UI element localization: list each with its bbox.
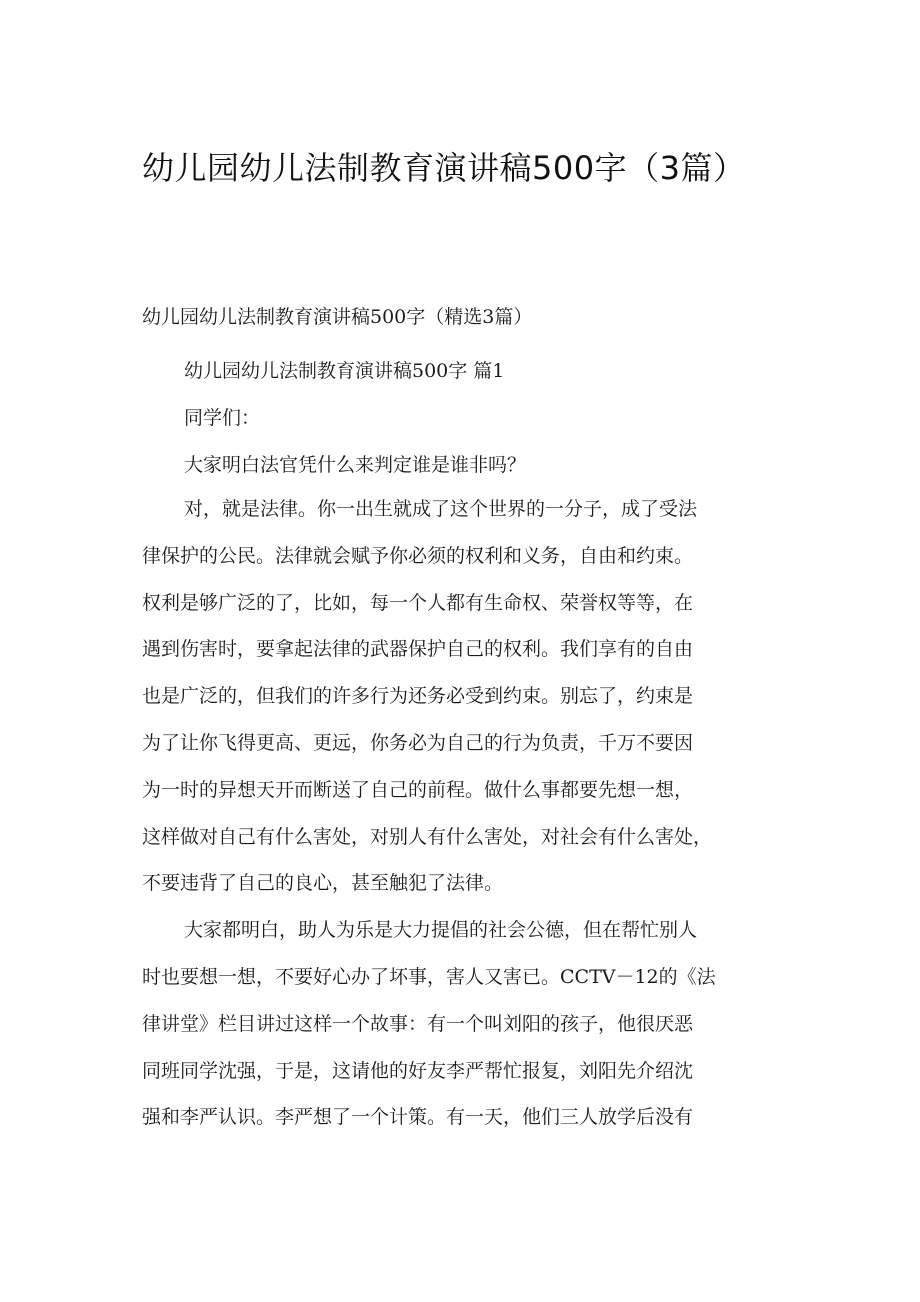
document-subtitle: 幼儿园幼儿法制教育演讲稿500字（精选3篇） [142,306,533,328]
body-paragraphs [142,486,802,1141]
paragraph-2-line: 强和李严认识。李严想了一个计策。有一天，他们三人放学后没有 [142,1106,694,1129]
greeting: 同学们： [184,407,261,429]
paragraph-2-line: 律讲堂》栏目讲过这样一个故事：有一个叫刘阳的孩子，他很厌恶 [142,1012,694,1035]
question-line: 大家明白法官凭什么来判定谁是谁非吗？ [184,454,527,476]
document-title: 幼儿园幼儿法制教育演讲稿500字（3篇） [142,149,746,187]
paragraph-1-line: 对，就是法律。你一出生就成了这个世界的一分子，成了受法 [184,498,698,520]
paragraph-1-line: 遇到伤害时，要拿起法律的武器保护自己的权利。我们享有的自由 [142,638,694,661]
paragraph-1-line: 为一时的异想天开而断送了自己的前程。做什么事都要先想一想， [142,778,694,801]
paragraph-1-line: 权利是够广泛的了，比如，每一个人都有生命权、荣誉权等等，在 [142,591,694,614]
paragraph-1-line: 也是广泛的，但我们的许多行为还务必受到约束。别忘了，约束是 [142,685,694,708]
section-intro [142,348,802,489]
paragraph-2-line: 大家都明白，助人为乐是大力提倡的社会公德，但在帮忙别人 [184,919,698,942]
paragraph-1-line: 为了让你飞得更高、更远，你务必为自己的行为负责，千万不要因 [142,731,694,754]
paragraph-1-line: 律保护的公民。法律就会赋予你必须的权利和义务，自由和约束。 [142,544,694,567]
paragraph-2-line: 同班同学沈强，于是，这请他的好友李严帮忙报复，刘阳先介绍沈 [142,1059,694,1082]
paragraph-1-line: 这样做对自己有什么害处，对别人有什么害处，对社会有什么害处， [142,825,713,848]
section-heading: 幼儿园幼儿法制教育演讲稿500字 篇1 [184,360,505,382]
paragraph-2-line: 时也要想一想，不要好心办了坏事，害人又害已。CCTV－12的《法 [142,965,716,988]
paragraph-1-line: 不要违背了自己的良心，甚至触犯了法律。 [142,872,504,895]
